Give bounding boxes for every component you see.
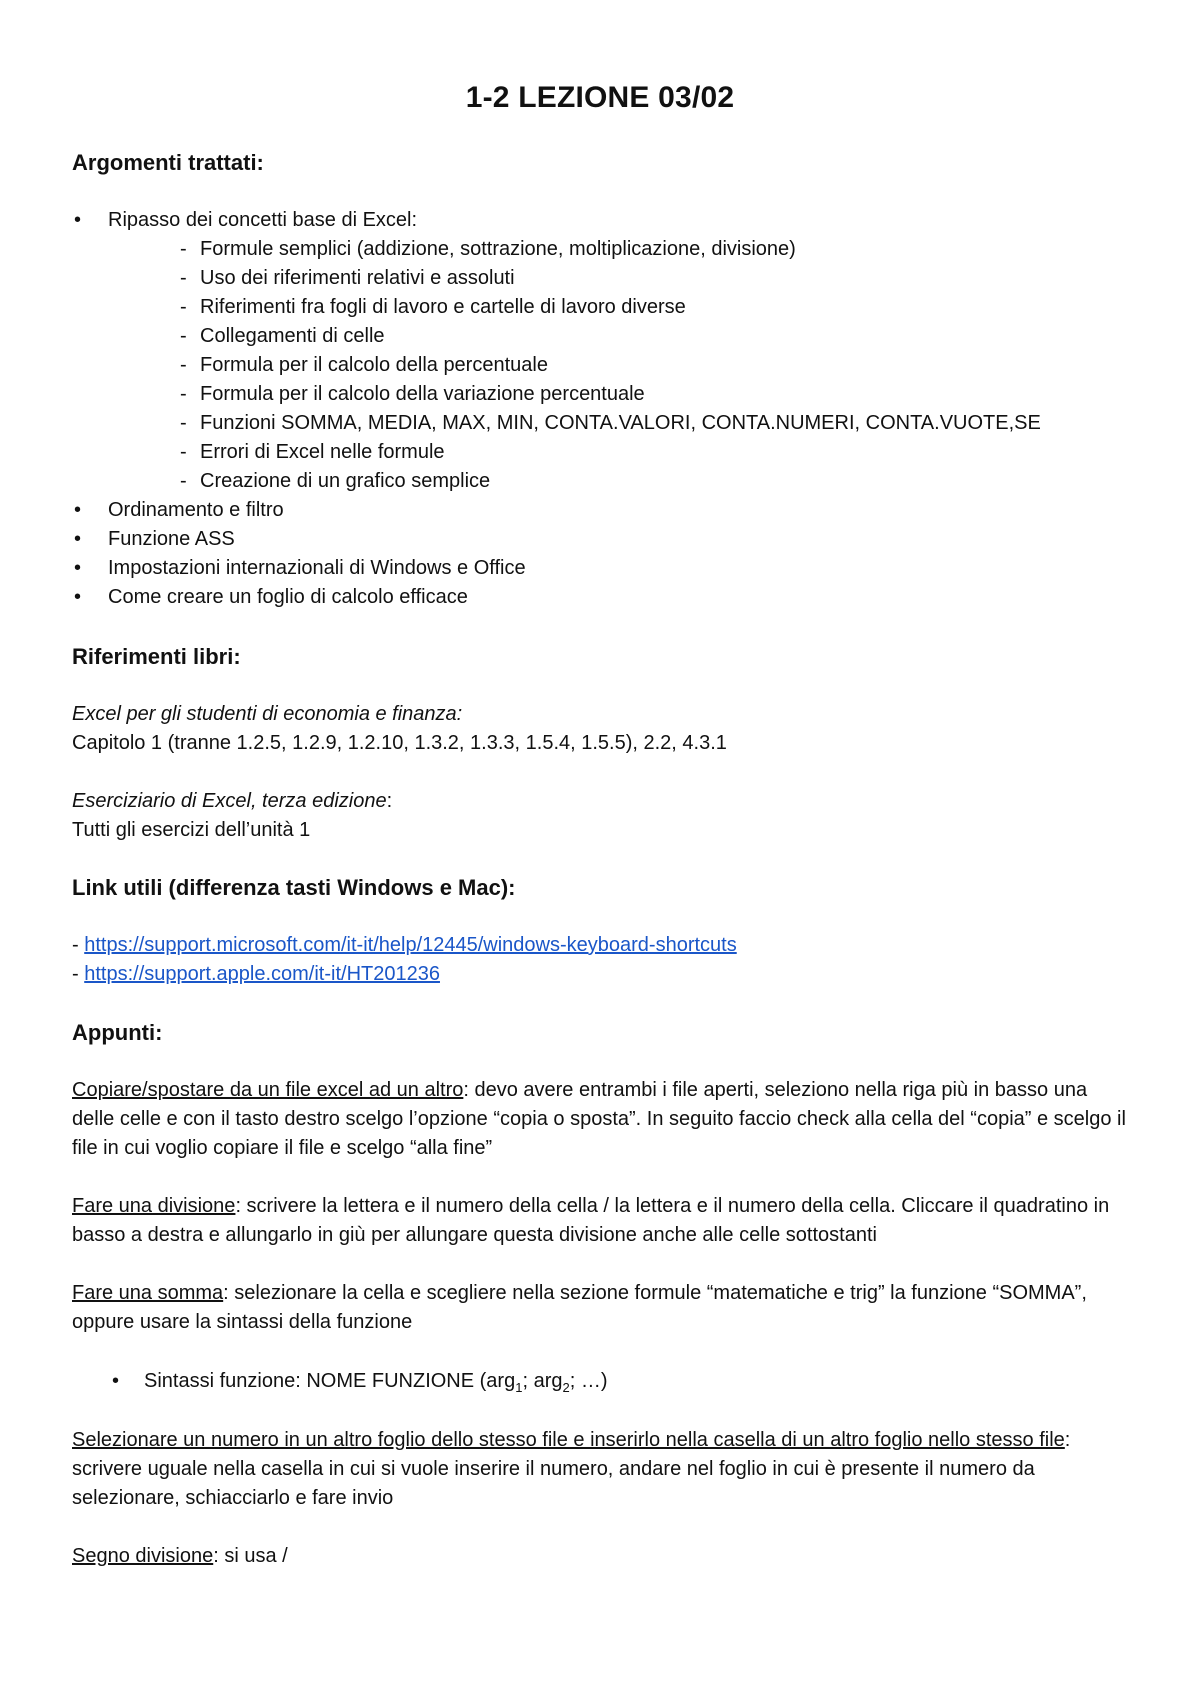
link-line-1 <box>72 931 1128 960</box>
syntax-text: ; …) <box>569 1370 608 1392</box>
topics-heading: Argomenti trattati: <box>72 150 264 175</box>
list-item: - Formula per il calcolo della variazione percentuale <box>180 380 1128 409</box>
note-division <box>72 1192 1128 1250</box>
syntax-subscript: 2 <box>562 1380 570 1395</box>
note-term: Copiare/spostare da un file excel ad un altro <box>72 1079 464 1101</box>
note-term: Segno divisione <box>72 1545 214 1567</box>
list-item: - Uso dei riferimenti relativi e assoluti <box>180 264 1128 293</box>
list-item: - Errori di Excel nelle formule <box>180 438 1128 467</box>
note-term: Selezionare un numero in un altro foglio dello stesso file e inserirlo nella casella di un altro foglio nello stesso file <box>72 1429 1065 1451</box>
links-heading: Link utili (differenza tasti Windows e Mac): <box>72 875 516 900</box>
list-item: • Impostazioni internazionali di Windows e Office <box>72 554 1128 583</box>
list-item <box>72 206 1128 496</box>
link-prefix: - <box>72 934 85 956</box>
notes-heading: Appunti: <box>72 1020 163 1045</box>
note-cross-sheet <box>72 1426 1128 1513</box>
note-text: : si usa / <box>213 1545 288 1567</box>
topic-label: Ripasso dei concetti base di Excel: <box>108 209 418 231</box>
list-item: • Funzione ASS <box>72 525 1128 554</box>
list-item: - Formule semplici (addizione, sottrazione, moltiplicazione, divisione) <box>180 235 1128 264</box>
book1-title: Excel per gli studenti di economia e finanza: <box>72 703 463 725</box>
note-text: : scrivere uguale nella casella in cui si vuole inserire il numero, andare nel foglio in cui è presente il numero da selezionare, schiacciarlo e fare invio <box>72 1429 1071 1509</box>
syntax-subscript: 1 <box>515 1380 523 1395</box>
syntax-text: ; arg <box>522 1370 563 1392</box>
book2-colon: : <box>386 790 393 812</box>
microsoft-shortcuts-link[interactable]: https://support.microsoft.com/it-it/help/12445/windows-keyboard-shortcuts <box>84 934 737 956</box>
book2-title: Eserciziario di Excel, terza edizione <box>72 790 387 812</box>
note-term: Fare una divisione <box>72 1195 236 1217</box>
list-item: - Funzioni SOMMA, MEDIA, MAX, MIN, CONTA.VALORI, CONTA.NUMERI, CONTA.VUOTE,SE <box>180 409 1128 438</box>
list-item: • Ordinamento e filtro <box>72 496 1128 525</box>
book1-detail: Capitolo 1 (tranne 1.2.5, 1.2.9, 1.2.10, 1.3.2, 1.3.3, 1.5.4, 1.5.5), 2.2, 4.3.1 <box>72 732 727 754</box>
link-prefix: - <box>72 963 85 985</box>
list-item: - Formula per il calcolo della percentuale <box>180 351 1128 380</box>
list-item: - Creazione di un grafico semplice <box>180 467 1128 496</box>
note-term: Fare una somma <box>72 1282 224 1304</box>
note-text: : devo avere entrambi i file aperti, seleziono nella riga più in basso una delle celle e con il tasto destro scelgo l’opzione “copia o sposta”. In seguito faccio check alla cella del “copia” e scelgo il file in cui voglio copiare il file e scelgo “alla fine” <box>72 1079 1126 1159</box>
list-item: • Come creare un foglio di calcolo efficace <box>72 583 1128 612</box>
note-sum <box>72 1279 1128 1337</box>
book2-detail: Tutti gli esercizi dell’unità 1 <box>72 819 311 841</box>
books-heading: Riferimenti libri: <box>72 644 241 669</box>
note-text: : selezionare la cella e scegliere nella sezione formule “matematiche e trig” la funzione “SOMMA”, oppure usare la sintassi della funzione <box>72 1282 1087 1333</box>
note-division-sign <box>72 1542 1128 1571</box>
syntax-text: Sintassi funzione: NOME FUNZIONE (arg <box>144 1370 516 1392</box>
note-text: : scrivere la lettera e il numero della cella / la lettera e il numero della cella. Cliccare il quadratino in basso a destra e allungarlo in giù per allungare questa divisione anche alle celle sottostanti <box>72 1195 1110 1246</box>
list-item: - Riferimenti fra fogli di lavoro e cartelle di lavoro diverse <box>180 293 1128 322</box>
topics-list <box>72 206 1128 612</box>
syntax-bullet <box>72 1367 1128 1396</box>
apple-shortcuts-link[interactable]: https://support.apple.com/it-it/HT201236 <box>84 963 440 985</box>
book2-line <box>72 787 1128 816</box>
link-line-2 <box>72 960 1128 989</box>
page-title: 1-2 LEZIONE 03/02 <box>465 81 735 114</box>
note-copy-move <box>72 1076 1128 1163</box>
list-item: - Collegamenti di celle <box>180 322 1128 351</box>
sub-topics-list <box>108 235 1128 496</box>
